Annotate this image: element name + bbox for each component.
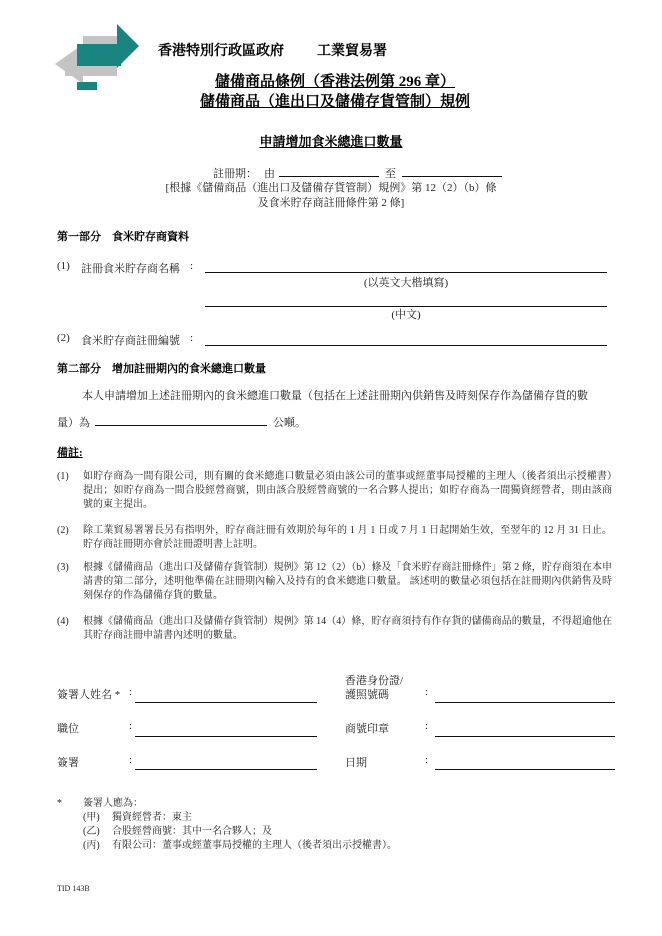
note-2 xyxy=(57,524,612,552)
store-name-label: 註冊食米貯存商名稱 xyxy=(81,263,180,275)
note-3 xyxy=(57,561,612,603)
note-number: (2) xyxy=(57,525,69,536)
part2-text: 本人申請增加上述註冊期內的食米總進口數量（包括在上述註冊期內供銷售及時刻保存作為儲備存貨的數 xyxy=(82,390,588,402)
signature-label: 簽署 xyxy=(57,757,79,769)
note-4 xyxy=(57,615,612,643)
footnote-item-text: 有限公司：董事或經董事局授權的主理人（後者須出示授權書）。 xyxy=(112,840,397,851)
colon: : xyxy=(129,686,133,698)
position-label: 職位 xyxy=(57,723,79,735)
form-title: 申請增加食米總進口數量 xyxy=(259,134,403,149)
part2-heading: 第二部分 增加註冊期內的食米總進口數量 xyxy=(57,363,266,375)
footnote-item-number: (丙) xyxy=(83,840,100,851)
position-field[interactable] xyxy=(135,736,317,737)
signer-name-label: 簽署人姓名 * xyxy=(57,689,121,701)
company-chop-label: 商號印章 xyxy=(345,723,389,735)
company-chop-field[interactable] xyxy=(435,736,615,737)
id-label-line1: 香港身份證/ xyxy=(345,675,404,687)
date-label: 日期 xyxy=(345,757,367,769)
part2-text-cont: 量）為 xyxy=(57,417,90,429)
signature-field[interactable] xyxy=(135,769,317,770)
registration-number-field[interactable] xyxy=(205,345,607,346)
form-code: TID 143B xyxy=(57,884,90,893)
note-number: (1) xyxy=(57,471,69,482)
id-label-line2: 護照號碼 xyxy=(345,689,389,701)
period-from-field[interactable] xyxy=(279,176,379,177)
colon: : xyxy=(129,754,133,766)
part1-heading: 第一部分 食米貯存商資料 xyxy=(57,231,189,243)
legal-basis-line2: 及食米貯存商註冊條件第 2 條] xyxy=(257,197,405,209)
footnote-item-text: 獨資經營者：東主 xyxy=(112,812,192,823)
chinese-hint: (中文) xyxy=(391,309,421,321)
date-field[interactable] xyxy=(435,769,615,770)
colon: : xyxy=(190,260,194,272)
footnote-intro: 簽署人應為： xyxy=(83,798,143,809)
note-text: 根據《儲備商品（進出口及儲備存貨管制）規例》第 12（2）（b）條及「食米貯存商註冊條件」第 2 條，貯存商須在本申請書的第二部分，述明他準備在註冊期內輸入及持有的食米總進口數量。 該述明的數量必須包括在註冊期內供銷售及時刻保存的作為儲備存貨的數量。 xyxy=(83,562,612,601)
unit-label: 公噸。 xyxy=(273,417,306,429)
colon: : xyxy=(425,686,429,698)
period-to-label: 至 xyxy=(385,168,396,180)
notes-heading: 備註: xyxy=(57,447,83,459)
legal-basis-line1: [根據《儲備商品（進出口及儲備存貨管制）規例》第 12（2）（b）條 xyxy=(165,182,497,194)
colon: : xyxy=(425,754,429,766)
period-to-field[interactable] xyxy=(402,176,502,177)
footnote-star: * xyxy=(57,798,62,809)
colon: : xyxy=(425,720,429,732)
note-text: 除工業貿易署署長另有指明外，貯存商註冊有效期於每年的 1 月 1 日或 7 月 1 日起開始生效，至翌年的 12 月 31 日止。貯存商註冊期亦會於註冊證明書上註明。 xyxy=(83,525,612,550)
footnote-item-number: (乙) xyxy=(83,826,100,837)
note-number: (4) xyxy=(57,616,69,627)
note-number: (3) xyxy=(57,562,69,573)
note-text: 如貯存商為一間有限公司，則有關的食米總進口數量必須由該公司的董事或經董事局授權的主理人（後者須出示授權書）提出；如貯存商為一間合股經營商號，則由該合股經營商號的一名合夥人提出；如貯存商為一間獨資經營者，則由該商號的東主提出。 xyxy=(83,471,612,510)
note-text: 根據《儲備商品（進出口及儲備存貨管制）規例》第 14（4）條，貯存商須持有作存貨的儲備商品的數量，不得超逾他在其貯存商註冊申請書內述明的數量。 xyxy=(83,616,612,641)
regulation-title: 儲備商品（進出口及儲備存貨管制）規例 xyxy=(199,94,470,110)
footnote-item-text: 合股經營商號：其中一名合夥人；及 xyxy=(112,826,272,837)
footnote-item-number: (甲) xyxy=(83,812,100,823)
department-name: 工業貿易署 xyxy=(317,44,387,59)
store-name-english-field[interactable] xyxy=(205,272,607,273)
ordinance-title: 儲備商品條例（香港法例第 296 章） xyxy=(214,74,455,90)
registration-number-label: 食米貯存商註冊編號 xyxy=(81,335,180,347)
item2-number: (2) xyxy=(57,332,70,344)
note-1 xyxy=(57,470,612,512)
period-label: 註冊期： xyxy=(213,168,257,180)
government-name: 香港特別行政區政府 xyxy=(158,44,284,59)
period-from-label: 由 xyxy=(264,168,275,180)
quantity-field[interactable] xyxy=(95,425,267,426)
signer-name-field[interactable] xyxy=(135,702,317,703)
id-number-field[interactable] xyxy=(435,702,615,703)
item1-number: (1) xyxy=(57,260,70,272)
colon: : xyxy=(129,720,133,732)
english-hint: (以英文大楷填寫) xyxy=(363,277,449,289)
colon: : xyxy=(190,332,194,344)
